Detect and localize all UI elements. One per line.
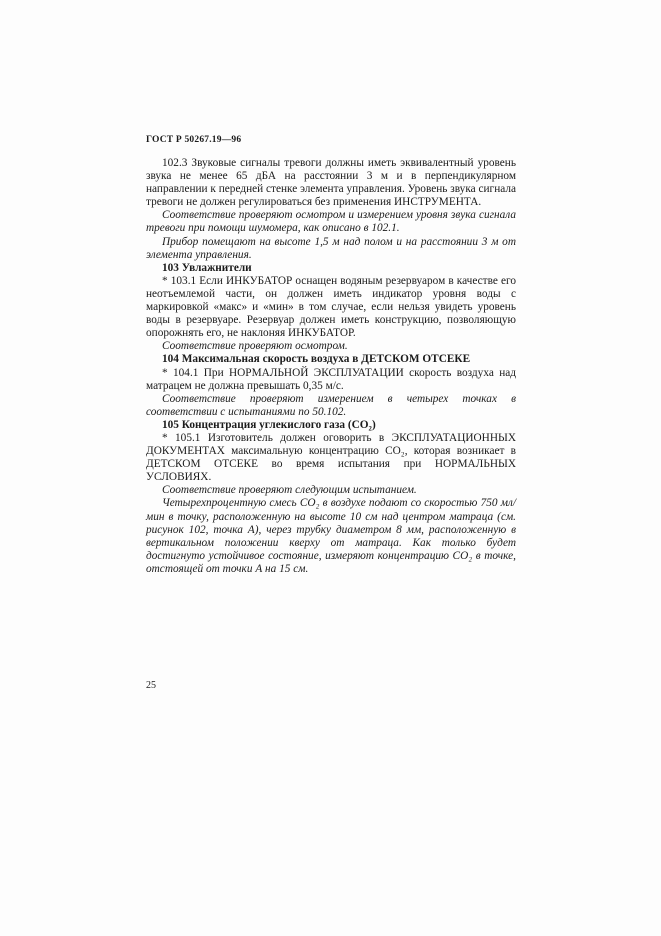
section-heading-105: 105 Концентрация углекислого газа (CO₂) [162,418,376,431]
document-header: ГОСТ Р 50267.19—96 [146,135,242,145]
compliance-note: Соответствие проверяют следующим испытанием. [162,484,417,497]
paragraph-102-3: 102.3 Звуковые сигналы тревоги должны иметь эквивалентный уровень звука не менее 65 дБА на расстоянии 3 м и в перпендикулярном направлении к передней стенке элемента управления. Уровень звука сигнала тревоги не должен регулироваться без применения ИНСТРУМЕНТА. [146,157,516,209]
document-body [146,157,516,576]
section-heading-103: 103 Увлажнители [162,261,252,274]
compliance-note: Соответствие проверяют осмотром и измерением уровня звука сигнала тревоги при помощи шумомера, как описано в 102.1. [146,209,516,235]
compliance-note: Прибор помещают на высоте 1,5 м над полом и на расстоянии 3 м от элемента управления. [146,235,516,261]
paragraph-105-1: * 105.1 Изготовитель должен оговорить в ЭКСПЛУАТАЦИОННЫХ ДОКУМЕНТАХ максимальную концентрацию CO₂, которая возникает в ДЕТСКОМ ОТСЕКЕ во время испытания при НОРМАЛЬНЫХ УСЛОВИЯХ. [146,431,516,484]
compliance-note: Соответствие проверяют измерением в четырех точках в соответствии с испытаниями по 50.102. [146,392,516,418]
page-number: 25 [146,680,156,691]
paragraph-104-1: * 104.1 При НОРМАЛЬНОЙ ЭКСПЛУАТАЦИИ скорость воздуха над матрацем не должна превышать 0,35 м/с. [146,366,516,392]
section-heading-104: 104 Максимальная скорость воздуха в ДЕТСКОМ ОТСЕКЕ [162,353,471,366]
paragraph-103-1: * 103.1 Если ИНКУБАТОР оснащен водяным резервуаром в качестве его неотъемлемой части, он должен иметь индикатор уровня воды с маркировкой «макс» и «мин» в том случае, если нельзя увидеть уровень воды в резервуаре. Резервуар должен иметь конструкцию, позволяющую опорожнять его, не наклоняя ИНКУБАТОР. [146,274,516,340]
compliance-note: Соответствие проверяют осмотром. [162,340,348,353]
test-procedure: Четырехпроцентную смесь CO₂ в воздухе подают со скоростью 750 мл/мин в точку, расположенную на высоте 10 см над центром матраца (см. рисунок 102, точка А), через трубку диаметром 8 мм, расположенную в вертикальном положении кверху от матраца. Как только будет достигнуто устойчивое состояние, измеряют концентрацию CO₂ в точке, отстоящей от точки А на 15 см. [146,497,516,575]
